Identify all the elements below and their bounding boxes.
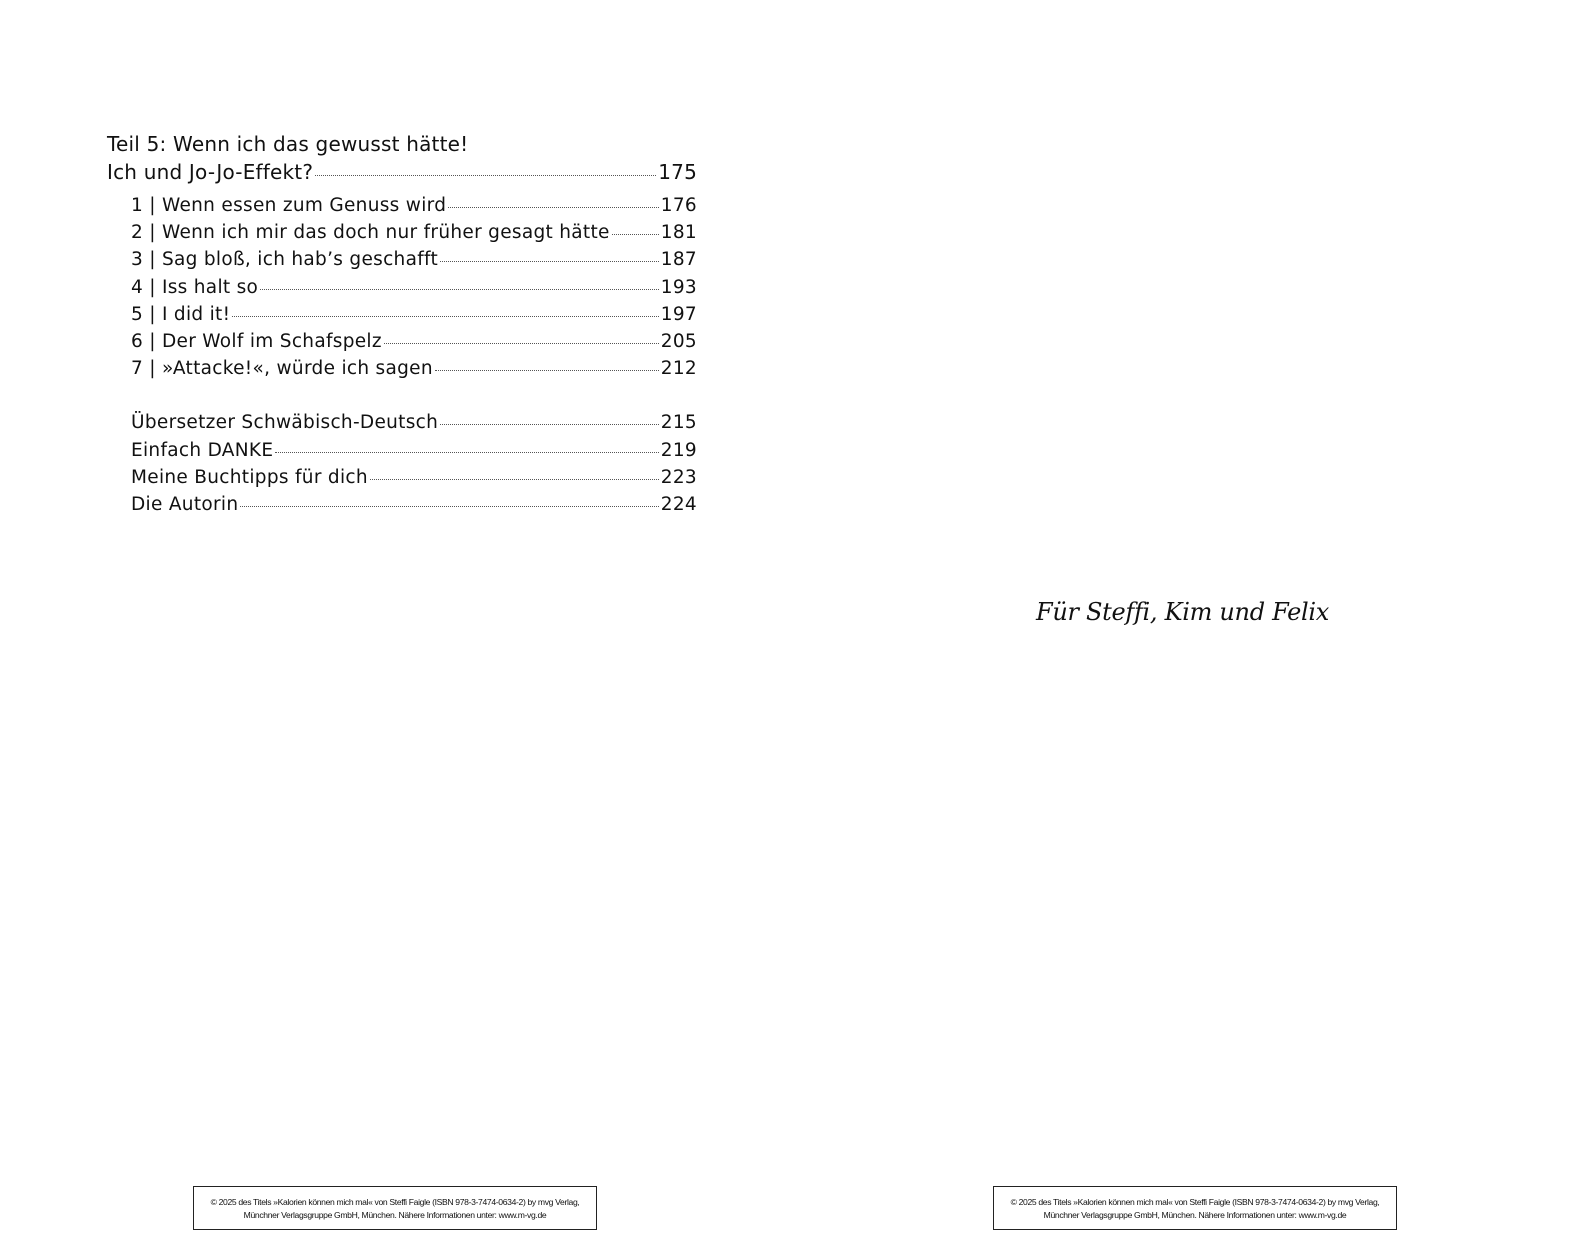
table-of-contents: [107, 130, 697, 518]
copyright-line: Münchner Verlagsgruppe GmbH, München. Nähere Informationen unter: www.m-vg.de: [1043, 1210, 1347, 1220]
toc-entry-title: 7 | »Attacke!«, würde ich sagen: [131, 358, 433, 380]
toc-entry-page: 219: [660, 439, 697, 461]
toc-entry-page: 215: [660, 412, 697, 434]
appendix-list: [107, 409, 697, 518]
copyright-notice: [993, 1186, 1397, 1230]
toc-entry-title: 2 | Wenn ich mir das doch nur früher gesagt hätte: [131, 222, 610, 244]
toc-entry: [131, 491, 697, 518]
toc-entry: [131, 274, 697, 301]
toc-entry: [131, 301, 697, 328]
toc-entry-page: 176: [660, 195, 697, 216]
toc-entry: [131, 464, 697, 491]
toc-entry-page: 193: [660, 276, 697, 298]
dot-leader: [370, 479, 659, 480]
part-title: Teil 5: Wenn ich das gewusst hätte!: [107, 132, 469, 156]
dot-leader: [315, 175, 656, 176]
dot-leader: [435, 370, 659, 371]
dedication-text: Für Steffi, Kim und Felix: [1035, 598, 1330, 626]
toc-entry: [131, 192, 697, 219]
toc-entry-page: 197: [660, 303, 697, 325]
dot-leader: [440, 424, 659, 425]
toc-entry-title: 6 | Der Wolf im Schafspelz: [131, 331, 382, 353]
toc-entry-title: 4 | Iss halt so: [131, 276, 259, 298]
toc-entry-page: 205: [660, 331, 697, 353]
dot-leader: [232, 316, 658, 317]
chapter-list: [107, 192, 697, 382]
dot-leader: [275, 452, 658, 453]
right-page: [797, 0, 1594, 1240]
toc-entry-page: 187: [660, 249, 697, 271]
toc-entry-title: Einfach DANKE: [131, 439, 274, 461]
toc-entry-page: 223: [660, 466, 697, 488]
toc-entry-title: 1 | Wenn essen zum Genuss wird: [131, 195, 447, 216]
toc-entry: [131, 246, 697, 273]
toc-entry-title: 5 | I did it!: [131, 303, 231, 325]
toc-entry: [131, 437, 697, 464]
toc-entry: [131, 355, 697, 382]
part-page-number: 175: [658, 160, 697, 184]
dot-leader: [384, 343, 659, 344]
copyright-line: © 2025 des Titels »Kalorien können mich mal« von Steffi Faigle (ISBN 978-3-7474-0634-2) by mvg Verlag,: [1010, 1197, 1380, 1207]
toc-entry-title: Meine Buchtipps für dich: [131, 466, 368, 488]
part-subtitle: Ich und Jo-Jo-Effekt?: [107, 160, 314, 184]
toc-entry: [131, 409, 697, 436]
toc-entry: [131, 219, 697, 246]
toc-entry-page: 212: [660, 358, 697, 380]
dedication: [797, 598, 1594, 626]
copyright-notice: [193, 1186, 597, 1230]
dot-leader: [448, 207, 658, 208]
toc-entry-title: Übersetzer Schwäbisch-Deutsch: [131, 412, 439, 434]
dot-leader: [440, 261, 659, 262]
dot-leader: [612, 234, 659, 235]
dot-leader: [240, 506, 658, 507]
toc-entry-title: Die Autorin: [131, 494, 239, 516]
toc-entry-title: 3 | Sag bloß, ich hab’s geschafft: [131, 249, 439, 271]
copyright-line: © 2025 des Titels »Kalorien können mich mal« von Steffi Faigle (ISBN 978-3-7474-0634-2) by mvg Verlag,: [210, 1197, 580, 1207]
toc-entry: [131, 328, 697, 355]
copyright-line: Münchner Verlagsgruppe GmbH, München. Nähere Informationen unter: www.m-vg.de: [243, 1210, 547, 1220]
dot-leader: [260, 289, 659, 290]
part-entry: [107, 158, 697, 186]
toc-entry-page: 181: [660, 222, 697, 244]
toc-entry-page: 224: [660, 494, 697, 516]
